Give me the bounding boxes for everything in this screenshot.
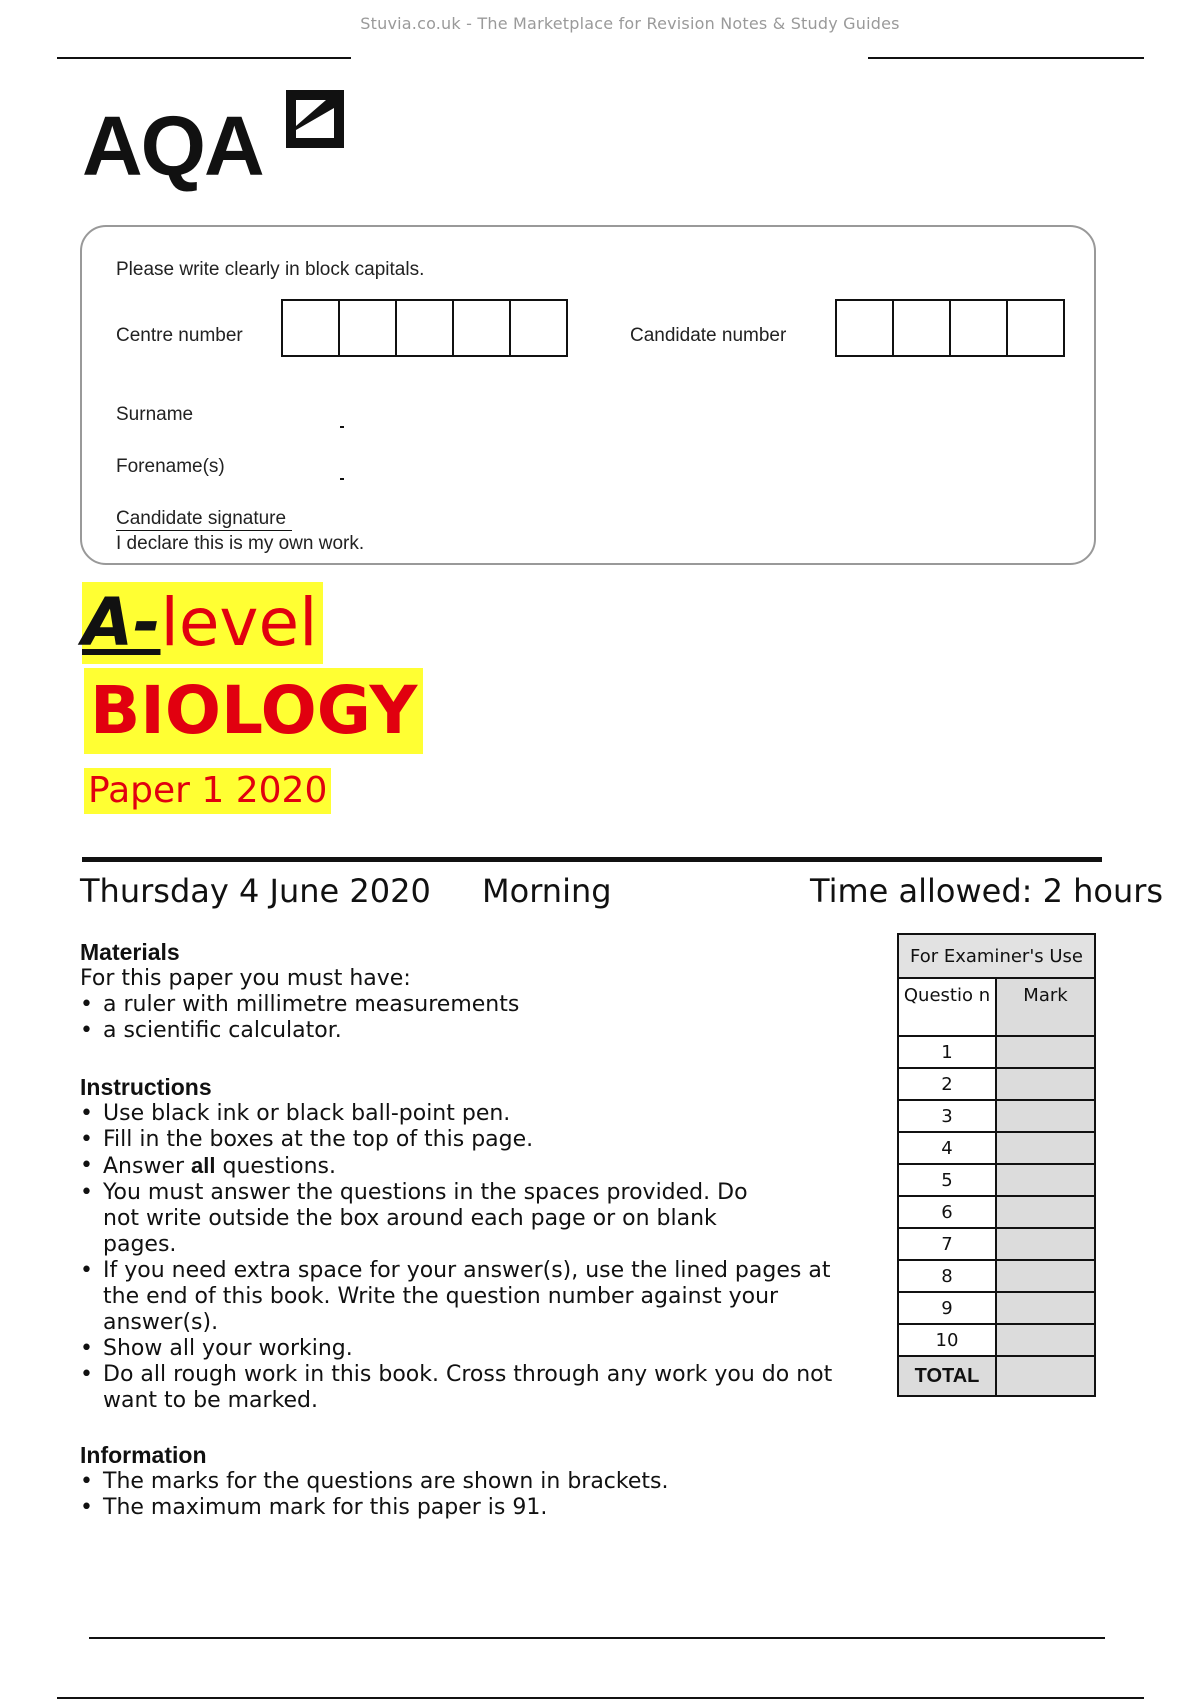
- mark-cell: [996, 1164, 1095, 1196]
- surname-field[interactable]: [340, 426, 344, 428]
- forenames-label: Forename(s): [116, 456, 225, 477]
- paper-title: Paper 1 2020: [84, 768, 331, 814]
- signature-label: Candidate signature: [116, 508, 292, 531]
- list-item: • a ruler with millimetre measurements: [80, 992, 860, 1018]
- mark-cell: [996, 1196, 1095, 1228]
- mark-cell: [996, 1132, 1095, 1164]
- mark-cell: [996, 1068, 1095, 1100]
- surname-label: Surname: [116, 404, 194, 425]
- table-row: 2: [898, 1068, 1095, 1100]
- materials-heading: Materials: [80, 939, 180, 965]
- table-row: 10: [898, 1324, 1095, 1356]
- table-row: 9: [898, 1292, 1095, 1324]
- declaration-text: I declare this is my own work.: [116, 533, 365, 554]
- centre-number-boxes[interactable]: [281, 299, 568, 357]
- mark-cell: [996, 1324, 1095, 1356]
- centre-number-label: Centre number: [116, 325, 243, 346]
- subject-title: BIOLOGY: [84, 668, 423, 754]
- materials-section: [80, 938, 860, 1044]
- top-rule-right: [868, 57, 1144, 59]
- table-row: 7: [898, 1228, 1095, 1260]
- mark-column-header: Mark: [996, 978, 1095, 1036]
- list-item: • Do all rough work in this book. Cross through any work you do not want to be marked.: [80, 1362, 843, 1414]
- candidate-number-digit[interactable]: [837, 301, 894, 355]
- table-row: 6: [898, 1196, 1095, 1228]
- level-prefix: A-: [82, 584, 161, 661]
- information-heading: Information: [80, 1442, 207, 1468]
- mark-cell: [996, 1228, 1095, 1260]
- instructions-section: [80, 1073, 840, 1414]
- candidate-number-digit[interactable]: [1008, 301, 1063, 355]
- block-capitals-instruction: Please write clearly in block capitals.: [116, 259, 425, 280]
- list-item: • Answer all questions.: [80, 1153, 840, 1180]
- list-item: • Fill in the boxes at the top of this page.: [80, 1127, 840, 1153]
- heavy-divider: [82, 857, 1102, 862]
- forenames-field[interactable]: [340, 478, 344, 480]
- exam-period: Morning: [482, 872, 612, 910]
- list-item: • You must answer the questions in the spaces provided. Do not write outside the box around each page or on blank pages.: [80, 1180, 783, 1258]
- list-item: • If you need extra space for your answer(s), use the lined pages at the end of this book. Write the question number against your answer(s).: [80, 1258, 843, 1336]
- total-mark-cell: [996, 1356, 1095, 1396]
- candidate-number-label: Candidate number: [630, 325, 787, 346]
- mark-cell: [996, 1260, 1095, 1292]
- instructions-heading: Instructions: [80, 1074, 212, 1100]
- table-row: 1: [898, 1036, 1095, 1068]
- candidate-number-boxes[interactable]: [835, 299, 1065, 357]
- materials-intro: For this paper you must have:: [80, 966, 411, 991]
- candidate-number-digit[interactable]: [894, 301, 951, 355]
- list-item: • Use black ink or black ball-point pen.: [80, 1101, 840, 1127]
- bottom-rule: [89, 1637, 1105, 1639]
- aqa-logo: [82, 82, 362, 192]
- examiner-table-title: For Examiner's Use: [898, 934, 1095, 978]
- list-item: • Show all your working.: [80, 1336, 840, 1362]
- centre-number-digit[interactable]: [397, 301, 454, 355]
- centre-number-digit[interactable]: [283, 301, 340, 355]
- watermark-text: Stuvia.co.uk - The Marketplace for Revision Notes & Study Guides: [360, 14, 900, 33]
- aqa-mark-icon: [286, 90, 344, 148]
- table-row: 8: [898, 1260, 1095, 1292]
- total-label: TOTAL: [898, 1356, 996, 1396]
- level-title: [82, 582, 323, 664]
- page-bottom-rule: [57, 1697, 1144, 1699]
- candidate-details-box: [80, 225, 1096, 565]
- time-allowed: Time allowed: 2 hours: [810, 872, 1164, 910]
- mark-cell: [996, 1036, 1095, 1068]
- list-item: • The marks for the questions are shown in brackets.: [80, 1469, 860, 1495]
- centre-number-digit[interactable]: [340, 301, 397, 355]
- table-row: 5: [898, 1164, 1095, 1196]
- list-item: • The maximum mark for this paper is 91.: [80, 1495, 860, 1521]
- total-row: [898, 1356, 1095, 1396]
- mark-cell: [996, 1100, 1095, 1132]
- level-word: level: [160, 584, 318, 661]
- candidate-number-digit[interactable]: [951, 301, 1008, 355]
- information-section: [80, 1441, 860, 1521]
- table-row: 3: [898, 1100, 1095, 1132]
- centre-number-digit[interactable]: [454, 301, 511, 355]
- examiner-use-table: [897, 933, 1096, 1397]
- top-rule-left: [57, 57, 351, 59]
- table-row: 4: [898, 1132, 1095, 1164]
- mark-cell: [996, 1292, 1095, 1324]
- logo-text: AQA: [82, 99, 263, 193]
- question-column-header: Questio n: [898, 978, 996, 1036]
- centre-number-digit[interactable]: [511, 301, 566, 355]
- list-item: • a scientific calculator.: [80, 1018, 860, 1044]
- exam-date: Thursday 4 June 2020: [80, 872, 431, 910]
